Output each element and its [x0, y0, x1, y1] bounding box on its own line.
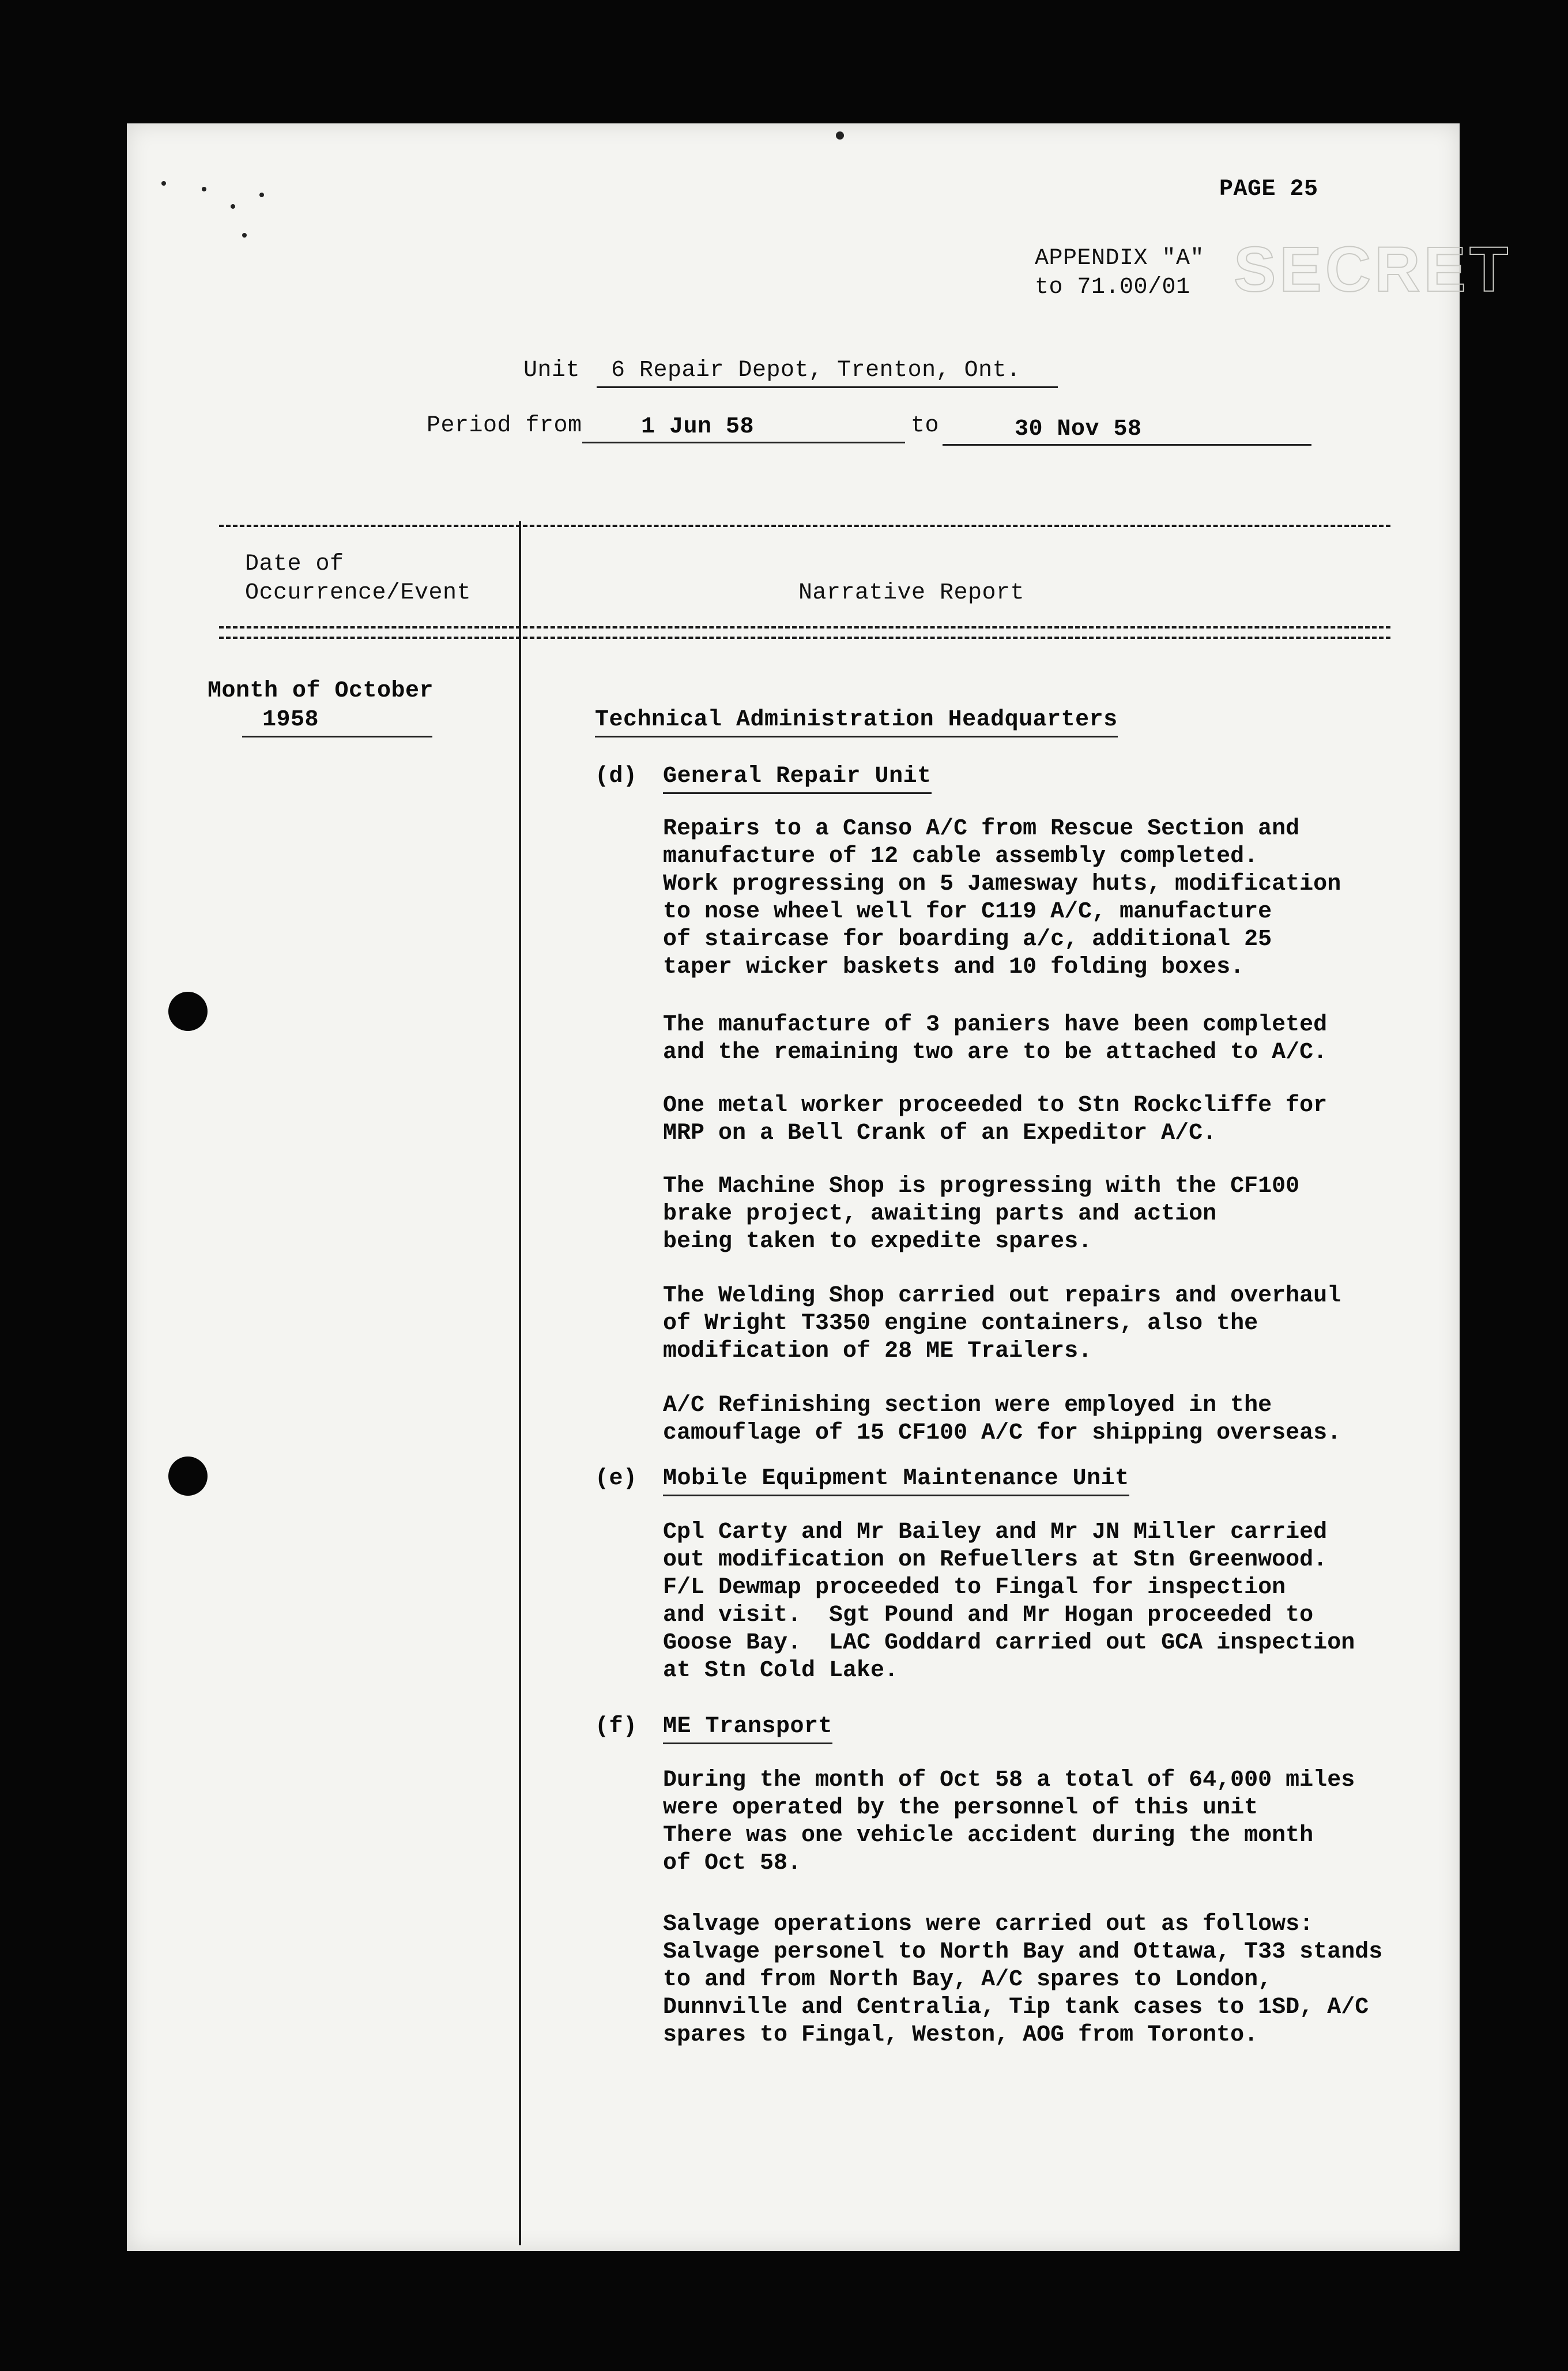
section-marker-e: (e) [595, 1466, 638, 1492]
text-line: Goose Bay. LAC Goddard carried out GCA inspection [663, 1630, 1355, 1656]
text-line: of staircase for boarding a/c, additional 25 [663, 927, 1272, 953]
period-to-value: 30 Nov 58 [1015, 416, 1142, 442]
scan-speck [259, 193, 264, 197]
paragraph-general-repair-1 [663, 815, 1447, 981]
paragraph-general-repair-6 [663, 1392, 1447, 1447]
text-line: taper wicker baskets and 10 folding boxes. [663, 954, 1245, 980]
paragraph-general-repair-3 [663, 1092, 1447, 1147]
appendix-reference: to 71.00/01 [1035, 274, 1190, 300]
table-top-rule [219, 525, 1390, 527]
text-line: manufacture of 12 cable assembly completed. [663, 844, 1258, 870]
period-to-underline [943, 444, 1311, 446]
paragraph-mobile-equipment-1 [663, 1519, 1447, 1685]
text-line: to nose wheel well for C119 A/C, manufacture [663, 899, 1272, 925]
text-line: being taken to expedite spares. [663, 1229, 1092, 1255]
paragraph-me-transport-2 [663, 1911, 1447, 2049]
unit-underline [597, 386, 1058, 388]
report-heading: Technical Administration Headquarters [595, 706, 1118, 737]
period-label: Period from [427, 413, 582, 439]
text-line: F/L Dewmap proceeded to Fingal for inspection [663, 1575, 1286, 1601]
date-column-header-line2: Occurrence/Event [245, 580, 472, 606]
text-line: brake project, awaiting parts and action [663, 1201, 1217, 1227]
column-divider [519, 521, 521, 2245]
text-line: The manufacture of 3 paniers have been completed [663, 1012, 1328, 1038]
table-header-rule [219, 626, 1390, 628]
secret-stamp: SECRET [1234, 234, 1512, 305]
narrative-column-header: Narrative Report [798, 580, 1025, 606]
text-line: at Stn Cold Lake. [663, 1658, 899, 1684]
text-line: to and from North Bay, A/C spares to London, [663, 1967, 1272, 1993]
unit-label: Unit [523, 357, 581, 383]
text-line: The Machine Shop is progressing with the CF100 [663, 1173, 1300, 1199]
date-entry-month: Month of October [208, 678, 434, 704]
text-line: Work progressing on 5 Jamesway huts, modification [663, 871, 1341, 897]
period-from-value: 1 Jun 58 [641, 414, 755, 440]
text-line: were operated by the personnel of this unit [663, 1795, 1258, 1821]
paragraph-me-transport-1 [663, 1767, 1447, 1877]
text-line: The Welding Shop carried out repairs and overhaul [663, 1283, 1341, 1309]
text-line: Salvage operations were carried out as follows: [663, 1911, 1314, 1937]
text-line: of Oct 58. [663, 1850, 802, 1876]
paragraph-general-repair-2 [663, 1011, 1447, 1067]
text-line: out modification on Refuellers at Stn Greenwood. [663, 1547, 1328, 1573]
text-line: Salvage personel to North Bay and Ottawa, T33 stands [663, 1939, 1383, 1965]
date-column-header-line1: Date of [245, 551, 344, 577]
text-line: Repairs to a Canso A/C from Rescue Section and [663, 816, 1300, 842]
binder-hole [168, 992, 208, 1031]
section-title-me-transport: ME Transport [663, 1713, 832, 1744]
paragraph-general-repair-5 [663, 1282, 1447, 1365]
appendix-label: APPENDIX "A" [1035, 246, 1205, 272]
scan-speck [231, 204, 235, 209]
unit-value: 6 Repair Depot, Trenton, Ont. [611, 357, 1021, 383]
period-to-label: to [911, 413, 940, 439]
text-line: and the remaining two are to be attached to A/C. [663, 1040, 1328, 1066]
text-line: A/C Refinishing section were employed in the [663, 1393, 1272, 1418]
document-page [127, 123, 1512, 2251]
text-line: MRP on a Bell Crank of an Expeditor A/C. [663, 1120, 1217, 1146]
period-from-underline [582, 442, 905, 443]
scan-speck [836, 131, 844, 140]
section-title-general-repair-unit: General Repair Unit [663, 762, 932, 794]
binder-hole [168, 1457, 208, 1496]
text-line: One metal worker proceeded to Stn Rockcliffe for [663, 1093, 1328, 1119]
table-header-rule-double [219, 637, 1390, 639]
text-line: There was one vehicle accident during the month [663, 1823, 1314, 1849]
text-line: Dunnville and Centralia, Tip tank cases to 1SD, A/C [663, 1994, 1369, 2020]
text-line: camouflage of 15 CF100 A/C for shipping overseas. [663, 1420, 1341, 1446]
section-marker-d: (d) [595, 763, 638, 789]
page-number: PAGE 25 [1219, 176, 1318, 202]
date-entry-year [242, 706, 432, 737]
text-line: spares to Fingal, Weston, AOG from Toronto. [663, 2022, 1258, 2048]
text-line: and visit. Sgt Pound and Mr Hogan proceeded to [663, 1602, 1314, 1628]
section-title-mobile-equipment: Mobile Equipment Maintenance Unit [663, 1465, 1129, 1496]
paragraph-general-repair-4 [663, 1173, 1447, 1256]
text-line: Cpl Carty and Mr Bailey and Mr JN Miller carried [663, 1519, 1328, 1545]
scan-speck [161, 181, 166, 186]
date-entry-year-text: 1958 [262, 707, 319, 733]
scan-speck [202, 187, 206, 191]
section-marker-f: (f) [595, 1714, 638, 1740]
text-line: modification of 28 ME Trailers. [663, 1338, 1092, 1364]
text-line: of Wright T3350 engine containers, also the [663, 1311, 1258, 1337]
text-line: During the month of Oct 58 a total of 64,000 miles [663, 1767, 1355, 1793]
scan-speck [242, 233, 247, 238]
